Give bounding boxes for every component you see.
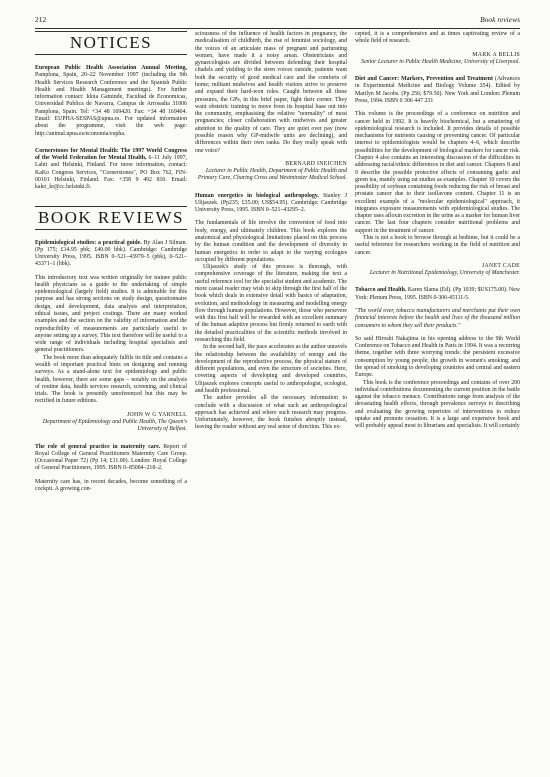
reviewer-name: MARK A BELLIS xyxy=(472,51,520,58)
reviewer-signature xyxy=(355,52,520,67)
reviewer-signature xyxy=(35,412,187,434)
review-paragraph: In the second half, the pace accelerates as the author unravels the relationship between the availability of energy and the development of the reproductive process, the physical stature of different populations, and even the structure of societies. Here, covering aspects of developing and developed countries, Ulijaszek explores concepts useful to anthropologist, ecologist, and health professional. xyxy=(195,344,347,394)
review-heading xyxy=(195,193,347,215)
reviewer-affiliation: Lecturer in Nutritional Epidemiology, University of Manchester. xyxy=(369,270,520,277)
review-heading xyxy=(355,76,520,105)
review-quote: "The world over, tobacco manufacturers and merchants put their own financial interests before the health and lives of the thousand million consumers to whom they sell their products." xyxy=(355,308,520,329)
review-title: Human energetics in biological anthropology. xyxy=(195,192,319,199)
review-heading xyxy=(355,287,520,302)
notices-title: NOTICES xyxy=(35,31,187,55)
notice-body: 6–11 July 1997, Lahti and Helsinki, Finland. For more information, contact: KaKo Congress Services, "Cornerstones", PO Box 762, FIN-00101 Helsinki, Finland. Fax: +358 9 492 810. Email: kako_kr@cc.helsinki.fi. xyxy=(35,155,187,191)
page-number: 212 xyxy=(35,15,47,24)
column-left xyxy=(35,31,187,493)
reviewer-name: BERNARD INEICHEN xyxy=(285,160,347,167)
review-title: Epidemiological studies: a practical guide. xyxy=(35,239,142,246)
review-paragraph: So said Hiroshi Nakajima in his opening address to the 9th World Conference on Tobacco and Health in Paris in 1994. It was a recurring theme, together with three worrying trends: the persistent excessive consumption by young people; the growth in women's smoking; and the spread of smoking to developing countries and central and eastern Europe. xyxy=(355,335,520,379)
review-reference: (Advances in Experimental Medicine and Biology Volume 354). Edited by Marilyn M Jacobs. (Pp 256; $79.50). New York and London: Plenum Press, 1994. ISBN 0 306 447 231 xyxy=(355,76,520,104)
review-title: The role of general practice in maternity care. xyxy=(35,443,161,450)
review-title: Tobacco and Health. xyxy=(355,287,407,294)
review-paragraph: cepted, it is a comprehensive and at times captivating review of a whole field of research. xyxy=(355,31,520,45)
review-reference: By Alan J Silman. (Pp 175; £14.95 pbk; £40.00 hbk). Cambridge: Cambridge University Press, 1995. ISBN 0–521–43979–5 (pbk), 0–521–43371–1 (hbk). xyxy=(35,239,187,268)
review-paragraph: The author provides all the necessary information to conclude with a discussion of what such an anthropological approach has achieved and where such research may progress. Unfortunately, however, the book finishes abruptly instead, leaving the reader without any real sense of direction. This ex- xyxy=(195,395,347,431)
running-head: Book reviews xyxy=(480,15,520,24)
review-paragraph: The fundamentals of life involve the conversion of food into body, energy, and ultimately children. This book explores the anatomical and physiological limitations placed on this process by the human condition and the development of diversity in human energetics in order to adapt to the varying ecologies occupied by different populations. xyxy=(195,220,347,263)
page-header xyxy=(35,16,520,26)
review-paragraph: This introductory text was written originally for trainee public health physicians as a guide to the undertaking of simple epidemiological (largely field) studies. It is admirable for this purpose and has strong sections on study design, questionnaire design, and development, data analysis and interpretation, ethical issues, and project costings. There are many worked examples and the section on the validity of information and the reproducibility of measurements are particularly useful to anyone setting up a survey. This text therefore will be useful to a wide range of individuals including hospital specialists and general practitioners. xyxy=(35,274,187,354)
notice-title: Cornerstones for Mental Health: The 1997 World Congress of the World Federation for Mental Health, xyxy=(35,147,187,162)
reviewer-name: JOHN W G YARNELL xyxy=(126,411,187,418)
review-paragraph: This book is the conference proceedings and contains of over 200 individual contributions documenting the current position in the battle against the tobacco menace. Contributions range from analysis of the devastating health effects, through prevalence surveys to describing and evaluating the growing repertoire of interventions to reduce uptake and promote cessation. It is a large and expensive book and will probably appeal most to librarians and specialists. It will certainly xyxy=(355,379,520,430)
review-paragraph: This is not a book to browse through at bedtime, but it could be a useful reference for researchers working in the field of nutrition and cancer. xyxy=(355,235,520,256)
reviewer-name: JANET CADE xyxy=(481,262,520,269)
reviewer-signature xyxy=(355,263,520,278)
column-middle xyxy=(195,31,347,432)
book-reviews-title: BOOK REVIEWS xyxy=(35,206,187,230)
notice-wfmh xyxy=(35,148,187,192)
review-heading xyxy=(35,240,187,269)
reviewer-signature xyxy=(195,161,347,183)
reviewer-affiliation: Senior Lecturer in Public Health Medicine, University of Liverpool. xyxy=(361,58,520,65)
review-reference: Karen Slama (Ed). (Pp 1039; $US175.00). New York: Plenum Press, 1995. ISBN 0-306-45111-5. xyxy=(355,287,520,301)
review-paragraph: Maternity care has, in recent decades, become something of a cockpit. A growing con- xyxy=(35,478,187,492)
review-paragraph: Ulijaszek's study of this process is thorough, with comprehensive coverage of the literature, making the text a useful reference tool for the specialist student and academic. The more casual reader may wish to skip through the first half of the book which deals in extensive detail with basics of adaptation, evolution, and methodology in measuring and modelling energy flow through human populations. However, those who persevere with this first half will be rewarded with an excellent summary of the human adaptive process but firmly returned to earth with the detailed practicalities of the scientific methods involved in researching this field. xyxy=(195,264,347,343)
notice-eupha xyxy=(35,65,187,138)
review-heading xyxy=(35,444,187,473)
column-right xyxy=(355,31,520,431)
notice-title: European Public Health Association Annual Meeting, xyxy=(35,65,187,71)
reviewer-affiliation: Department of Epidemiology and Public Health, The Queen's University of Belfast. xyxy=(42,418,187,433)
review-paragraph: The book more than adequately fulfils its title and contains a wealth of important practical hints on designing and running surveys. As a stand-alone text for epidemiology and public health, however, there are some gaps – notably on the analysis of routine data, health services research, screening, and clinical trials. The book is presently unreferenced but this may be rectified in future editions. xyxy=(35,354,187,405)
review-title: Diet and Cancer: Markers, Prevention and Treatment xyxy=(355,76,493,83)
review-reference: Stanley J Ulijaszek. (Pp235; £35.00; US$54.95). Cambridge: Cambridge University Press, 1995. ISBN 0–521–43295–2. xyxy=(195,192,347,214)
header-rule xyxy=(35,28,520,29)
reviewer-affiliation: Lecturer in Public Health, Department of Public Health and Primary Care, Charing Cross and Westminster Medical School. xyxy=(197,168,347,182)
notice-body: Pamplona, Spain, 20–22 November 1997 (including the 9th Health Services Research Conference and the Spanish Public Health and Health Management meetings). For further information contact: Idoia Gaminde, Facultad de Economicas, Universidad Publica de Navarra, Campus de Arrosadia 31006 Pamplona, Spain. Tel: +34 48 169420. Fax: +34 48 169404. Email: EUPHA-SESPAS@upna.es. For updated information about the programme, visit the web page: http://animal.upna.es/economia/eupha. xyxy=(35,72,187,137)
review-paragraph: sciousness of the influence of health factors in pregnancy, the medicalisation of childbirth, the rise of feminist sociology, and the voices of an articulate mass of pregnant and parturating women, have made it a noisy arean. Obstetricians and gynaecologists are divided between defending their hospital citadels and yielding to the siren voices outside, patients want both the security of good medical care and the comforts of home; militant midwives and health visitors strive to preserve and expand their hard-won roles. Caught between all these pressures, the GPs, in this brief paper, fight their corner. They want obstetric training to move from its hospital base out into the community, emphasising the relative "normality" of most pregnancies; closer collaboration with midwives and greater attention to the quality of care. They are quiet over pay (now possible reason why GP-midwife units are declining), and differences within their own ranks. Do they really speak with one voice? xyxy=(195,31,347,154)
review-reference: Report of Royal College of General Practitioners Maternity Care Group. (Occasional Paper 72) (Pp 14; £11.00). London: Royal College of General Practitioners, 1995. ISBN 0–85084–218–2. xyxy=(35,443,187,472)
review-paragraph: This volume is the proceedings of a conference on nutrition and cancer held in 1992. It is heavily biochemical, but a smattering of epidemiological research is included. It provides details of possible mechanisms for nutrients causing or preventing cancer. Of particular interest to epidemiologists would be chapters 4–6, which describe possibilities for the development of biological markers for cancer risk. Chapter 4 also contains an interesting discussion of the difficulties in addressing racial/ethnic differences in diet and cancer. Chapters 8 and 9 describe the possible protective effects of consuming garlic and green tea, mainly using rat studies as examples. Chapter 10 covers the possibility of soybean containing foods reducing the risk of breast and prostate cancer due to their isoflavone content. Chapter 11 is an excellent example of a "molecular epidemiological" approach, it integrates exposure measurements with epidemiological studies. The chapter uses afloxin excretion in the urine as a marker for human liver cancer. The last four chapters consider nutritional problems and support in the treatment of cancer. xyxy=(355,111,520,234)
